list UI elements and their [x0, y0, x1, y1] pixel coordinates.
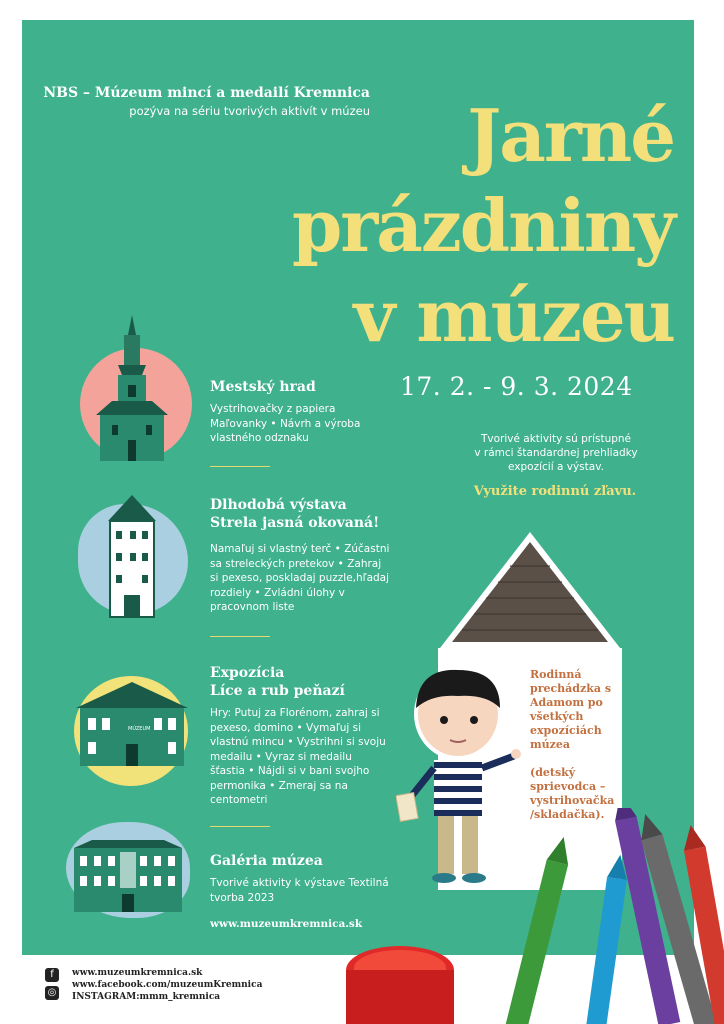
invite-text: pozýva na sériu tvorivých aktivít v múzeu: [129, 104, 370, 118]
event-dates: 17. 2. - 9. 3. 2024: [400, 372, 633, 401]
crayons-illustration: [500, 808, 724, 1024]
footer-web[interactable]: www.muzeumkremnica.sk: [72, 968, 203, 978]
section-desc-gallery: Tvorivé aktivity k výstave Textilná tvorba 2023: [210, 877, 389, 904]
title-line-2: prázdniny: [291, 183, 674, 268]
gallery-building-image: [72, 838, 184, 914]
divider: [210, 466, 270, 467]
divider: [210, 826, 270, 827]
town-castle-tower-image: [92, 315, 172, 465]
family-walk-note: (detský sprievodca – vystrihovačka /skladačka).: [530, 766, 615, 821]
section-title-exhibition: Dlhodobá výstava Strela jasná okovaná!: [210, 497, 380, 531]
organizer-name: NBS – Múzeum mincí a medailí Kremnica: [43, 85, 370, 101]
section-title-exposition: Expozícia Líce a rub peňazí: [210, 665, 345, 699]
family-walk-text: Rodinná prechádzka s Adamom po všetkých expozíciách múzea: [530, 668, 612, 751]
section-desc-exhibition: Namaľuj si vlastný terč • Zúčastni sa streleckých pretekov • Zahraj si pexeso, poskladaj puzzle,hľadaj rozdiely • Zvládni úlohy v pracovnom liste: [210, 543, 390, 613]
section-desc-castle: Vystrihovačky z papiera Maľovanky • Návrh a výroba vlastného odznaku: [210, 403, 361, 444]
section-desc-exposition: Hry: Putuj za Florénom, zahraj si pexeso, domino • Vymaľuj si vlastnú mincu • Vystrihni si svoju medailu • Vyraz si medailu šťastia • Nájdi si v bani svojho permonika • Zmeraj sa na centometri: [210, 707, 386, 806]
section-title-castle: Mestský hrad: [210, 379, 316, 395]
discount-text: Využite rodinnú zľavu.: [473, 484, 637, 499]
title-line-3: v múzeu: [353, 273, 674, 358]
instagram-icon[interactable]: ◎: [45, 986, 59, 1000]
museum-sign: MÚZEUM: [128, 726, 151, 732]
title-line-1: Jarné: [467, 93, 674, 178]
info-text: Tvorivé aktivity sú prístupné v rámci štandardnej prehliadky expozícií a výstav.: [474, 433, 638, 473]
section-title-gallery: Galéria múzea: [210, 853, 323, 869]
divider: [210, 636, 270, 637]
facebook-icon[interactable]: f: [45, 968, 59, 982]
footer-facebook[interactable]: www.facebook.com/muzeumKremnica: [72, 980, 263, 990]
shooting-tower-image: [104, 495, 160, 620]
paint-pot-illustration: [340, 940, 460, 1024]
website-link[interactable]: www.muzeumkremnica.sk: [210, 918, 363, 930]
museum-building-image: [76, 682, 188, 767]
footer-instagram[interactable]: INSTAGRAM:mmm_kremnica: [72, 992, 221, 1002]
